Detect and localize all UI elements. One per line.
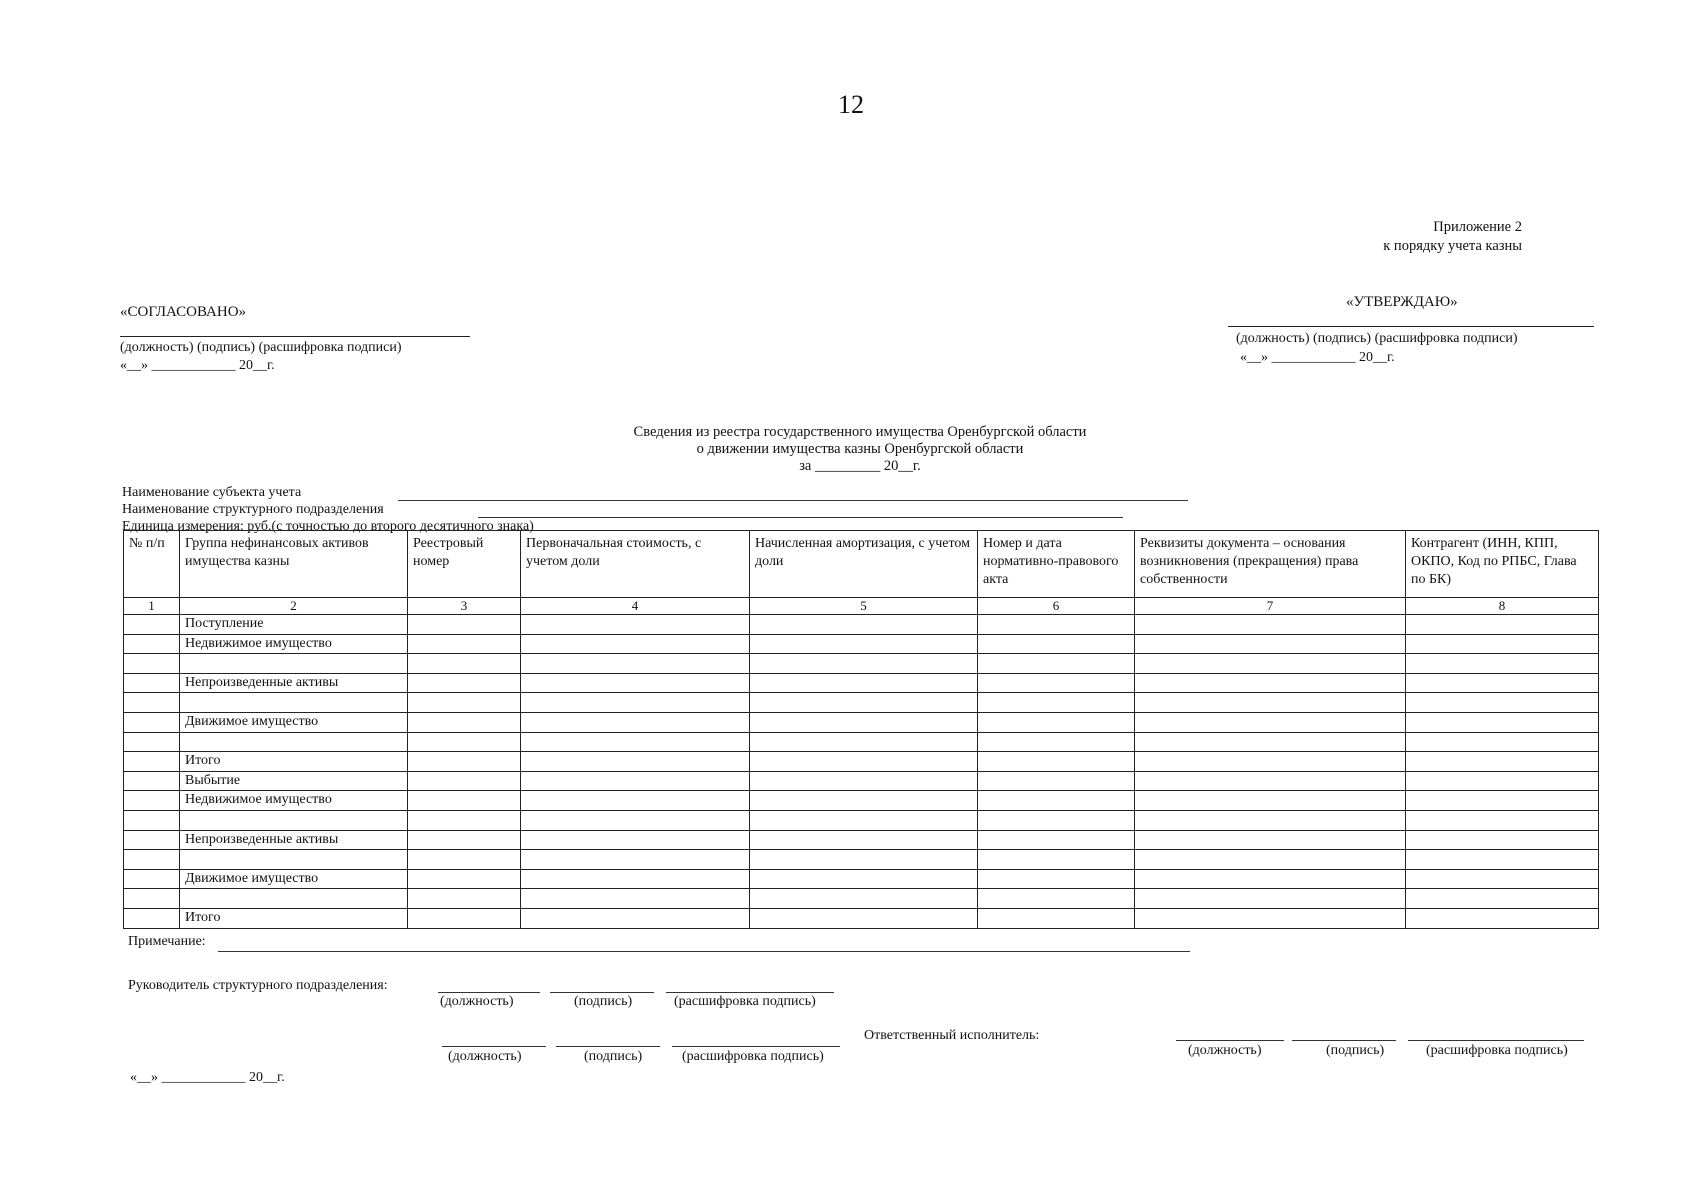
table-cell — [1406, 752, 1599, 772]
table-cell — [750, 712, 978, 732]
table-cell — [1406, 634, 1599, 654]
register-table — [123, 530, 1599, 929]
table-cell — [124, 654, 180, 674]
table-cell — [1406, 850, 1599, 870]
row-asset-group-cell: Итого — [180, 908, 408, 928]
table-cell — [750, 771, 978, 791]
table-cell — [978, 752, 1135, 772]
note-line — [218, 951, 1190, 952]
table-row — [124, 673, 1599, 693]
second-signature-line — [556, 1046, 660, 1047]
table-cell — [408, 850, 521, 870]
table-cell — [521, 673, 750, 693]
table-cell — [408, 791, 521, 811]
table-cell — [978, 615, 1135, 635]
table-cell — [978, 791, 1135, 811]
table-cell — [521, 850, 750, 870]
table-cell — [750, 615, 978, 635]
table-cell — [521, 889, 750, 909]
table-row — [124, 869, 1599, 889]
agreed-title: «СОГЛАСОВАНО» — [120, 304, 247, 320]
table-cell — [124, 771, 180, 791]
table-cell — [124, 850, 180, 870]
row-asset-group-cell: Недвижимое имущество — [180, 791, 408, 811]
row-asset-group-cell: Выбытие — [180, 771, 408, 791]
table-cell — [408, 869, 521, 889]
table-cell — [750, 869, 978, 889]
appendix-line-1: Приложение 2 — [1433, 219, 1522, 235]
agreed-captions: (должность) (подпись) (расшифровка подписи) — [120, 340, 402, 355]
row-asset-group-cell: Непроизведенные активы — [180, 673, 408, 693]
table-cell — [978, 869, 1135, 889]
report-header — [520, 424, 1200, 475]
agreed-date: «__» ____________ 20__г. — [120, 358, 275, 373]
table-cell — [750, 634, 978, 654]
table-cell — [521, 654, 750, 674]
table-cell — [408, 732, 521, 752]
table-cell — [978, 712, 1135, 732]
table-cell — [1135, 752, 1406, 772]
column-number: 8 — [1406, 598, 1599, 615]
page-number: 12 — [838, 90, 864, 119]
table-cell — [124, 810, 180, 830]
column-number: 7 — [1135, 598, 1406, 615]
col-header-act-number-date: Номер и дата нормативно-правового акта — [978, 531, 1135, 598]
table-row — [124, 889, 1599, 909]
table-cell — [408, 673, 521, 693]
column-number-row — [124, 598, 1599, 615]
col-header-number: № п/п — [124, 531, 180, 598]
table-cell — [124, 869, 180, 889]
table-cell — [978, 830, 1135, 850]
table-row — [124, 712, 1599, 732]
table-cell — [750, 654, 978, 674]
column-number: 4 — [521, 598, 750, 615]
approve-captions: (должность) (подпись) (расшифровка подписи) — [1236, 331, 1518, 346]
table-cell — [978, 673, 1135, 693]
table-header-row — [124, 531, 1599, 598]
table-cell — [124, 634, 180, 654]
subject-line — [398, 500, 1188, 501]
table-cell — [521, 908, 750, 928]
table-cell — [408, 634, 521, 654]
table-cell — [1406, 810, 1599, 830]
table-cell — [1135, 654, 1406, 674]
table-cell — [124, 830, 180, 850]
second-decode-caption: (расшифровка подпись) — [682, 1049, 824, 1064]
table-row — [124, 693, 1599, 713]
table-cell — [1406, 771, 1599, 791]
table-cell — [1135, 791, 1406, 811]
approve-title: «УТВЕРЖДАЮ» — [1346, 294, 1458, 310]
report-header-line-3: за _________ 20__г. — [799, 458, 921, 474]
table-cell — [978, 850, 1135, 870]
division-label: Наименование структурного подразделения — [122, 502, 384, 517]
table-cell — [1406, 889, 1599, 909]
table-cell — [750, 693, 978, 713]
table-cell — [1135, 615, 1406, 635]
row-asset-group-cell — [180, 654, 408, 674]
table-cell — [521, 732, 750, 752]
head-signature-line — [550, 992, 654, 993]
table-cell — [408, 771, 521, 791]
unit-label: Единица измерения: руб.(с точностью до второго десятичного знака) — [122, 519, 534, 534]
table-cell — [1135, 771, 1406, 791]
table-cell — [521, 752, 750, 772]
column-number: 6 — [978, 598, 1135, 615]
table-cell — [1135, 732, 1406, 752]
table-cell — [1406, 732, 1599, 752]
table-cell — [978, 771, 1135, 791]
table-cell — [521, 830, 750, 850]
second-decode-line — [672, 1046, 840, 1047]
table-row — [124, 752, 1599, 772]
second-signature-caption: (подпись) — [584, 1049, 643, 1064]
column-number: 3 — [408, 598, 521, 615]
table-cell — [408, 615, 521, 635]
table-cell — [1406, 654, 1599, 674]
head-of-division-label: Руководитель структурного подразделения: — [128, 978, 388, 993]
table-cell — [124, 908, 180, 928]
table-cell — [750, 673, 978, 693]
table-cell — [1135, 712, 1406, 732]
table-cell — [1135, 673, 1406, 693]
table-cell — [978, 732, 1135, 752]
table-cell — [521, 712, 750, 732]
table-cell — [978, 693, 1135, 713]
col-header-registry-number: Реестровый номер — [408, 531, 521, 598]
executor-label: Ответственный исполнитель: — [864, 1028, 1040, 1043]
table-cell — [124, 615, 180, 635]
table-row — [124, 615, 1599, 635]
table-row — [124, 634, 1599, 654]
table-cell — [124, 889, 180, 909]
table-cell — [750, 732, 978, 752]
table-cell — [124, 693, 180, 713]
report-header-line-2: о движении имущества казны Оренбургской области — [696, 441, 1024, 457]
table-cell — [521, 693, 750, 713]
table-cell — [978, 889, 1135, 909]
table-row — [124, 850, 1599, 870]
column-number: 1 — [124, 598, 180, 615]
row-asset-group-cell: Движимое имущество — [180, 869, 408, 889]
table-cell — [521, 869, 750, 889]
table-cell — [124, 673, 180, 693]
table-cell — [750, 889, 978, 909]
column-number: 2 — [180, 598, 408, 615]
table-cell — [1406, 869, 1599, 889]
table-cell — [750, 908, 978, 928]
row-asset-group-cell — [180, 889, 408, 909]
row-asset-group-cell — [180, 850, 408, 870]
table-cell — [1135, 908, 1406, 928]
executor-signature-caption: (подпись) — [1326, 1043, 1385, 1058]
executor-signature-line — [1292, 1040, 1396, 1041]
col-header-initial-cost: Первоначальная стоимость, с учетом доли — [521, 531, 750, 598]
head-position-line — [438, 992, 540, 993]
table-cell — [124, 732, 180, 752]
col-header-counterparty: Контрагент (ИНН, КПП, ОКПО, Код по РПБС, Глава по БК) — [1406, 531, 1599, 598]
table-cell — [521, 771, 750, 791]
head-decode-line — [666, 992, 834, 993]
table-row — [124, 830, 1599, 850]
table-cell — [978, 908, 1135, 928]
table-cell — [408, 908, 521, 928]
row-asset-group-cell: Поступление — [180, 615, 408, 635]
executor-decode-caption: (расшифровка подпись) — [1426, 1043, 1568, 1058]
row-asset-group-cell: Недвижимое имущество — [180, 634, 408, 654]
table-cell — [124, 752, 180, 772]
approve-date: «__» ____________ 20__г. — [1240, 350, 1395, 365]
table-cell — [1406, 908, 1599, 928]
second-position-line — [442, 1046, 546, 1047]
head-decode-caption: (расшифровка подпись) — [674, 994, 816, 1009]
table-row — [124, 791, 1599, 811]
col-header-document-details: Реквизиты документа – основания возникновения (прекращения) права собственности — [1135, 531, 1406, 598]
table-cell — [1135, 693, 1406, 713]
table-row — [124, 908, 1599, 928]
col-header-depreciation: Начисленная амортизация, с учетом доли — [750, 531, 978, 598]
table-cell — [408, 654, 521, 674]
table-cell — [1406, 712, 1599, 732]
table-cell — [1135, 869, 1406, 889]
row-asset-group-cell: Итого — [180, 752, 408, 772]
executor-position-line — [1176, 1040, 1284, 1041]
table-cell — [750, 830, 978, 850]
col-header-asset-group: Группа нефинансовых активов имущества казны — [180, 531, 408, 598]
note-label: Примечание: — [128, 934, 206, 949]
table-cell — [1135, 634, 1406, 654]
table-cell — [521, 634, 750, 654]
table-cell — [1135, 810, 1406, 830]
table-cell — [750, 810, 978, 830]
footer-date: «__» ____________ 20__г. — [130, 1070, 285, 1085]
table-cell — [978, 634, 1135, 654]
table-cell — [124, 712, 180, 732]
table-cell — [1135, 850, 1406, 870]
row-asset-group-cell: Движимое имущество — [180, 712, 408, 732]
division-line — [478, 517, 1123, 518]
table-row — [124, 654, 1599, 674]
agreed-signature-line — [120, 336, 470, 337]
table-cell — [750, 752, 978, 772]
appendix-note — [1383, 218, 1522, 256]
row-asset-group-cell — [180, 810, 408, 830]
table-row — [124, 732, 1599, 752]
table-cell — [408, 810, 521, 830]
approve-signature-line — [1228, 326, 1594, 327]
appendix-line-2: к порядку учета казны — [1383, 238, 1522, 254]
head-signature-caption: (подпись) — [574, 994, 633, 1009]
report-header-line-1: Сведения из реестра государственного имущества Оренбургской области — [633, 424, 1087, 440]
table-cell — [521, 615, 750, 635]
executor-decode-line — [1408, 1040, 1584, 1041]
table-row — [124, 771, 1599, 791]
table-cell — [124, 791, 180, 811]
table-cell — [1406, 615, 1599, 635]
table-cell — [1406, 673, 1599, 693]
second-position-caption: (должность) — [448, 1049, 522, 1064]
table-cell — [1406, 693, 1599, 713]
subject-label: Наименование субъекта учета — [122, 485, 302, 500]
table-cell — [1406, 830, 1599, 850]
table-cell — [408, 712, 521, 732]
row-asset-group-cell — [180, 732, 408, 752]
executor-position-caption: (должность) — [1188, 1043, 1262, 1058]
table-row — [124, 810, 1599, 830]
table-cell — [978, 654, 1135, 674]
row-asset-group-cell: Непроизведенные активы — [180, 830, 408, 850]
head-position-caption: (должность) — [440, 994, 514, 1009]
table-cell — [408, 693, 521, 713]
row-asset-group-cell — [180, 693, 408, 713]
table-cell — [408, 830, 521, 850]
table-cell — [750, 791, 978, 811]
table-cell — [1406, 791, 1599, 811]
table-cell — [521, 810, 750, 830]
table-cell — [978, 810, 1135, 830]
column-number: 5 — [750, 598, 978, 615]
table-cell — [408, 889, 521, 909]
table-cell — [1135, 889, 1406, 909]
table-cell — [521, 791, 750, 811]
table-cell — [408, 752, 521, 772]
table-cell — [750, 850, 978, 870]
table-cell — [1135, 830, 1406, 850]
